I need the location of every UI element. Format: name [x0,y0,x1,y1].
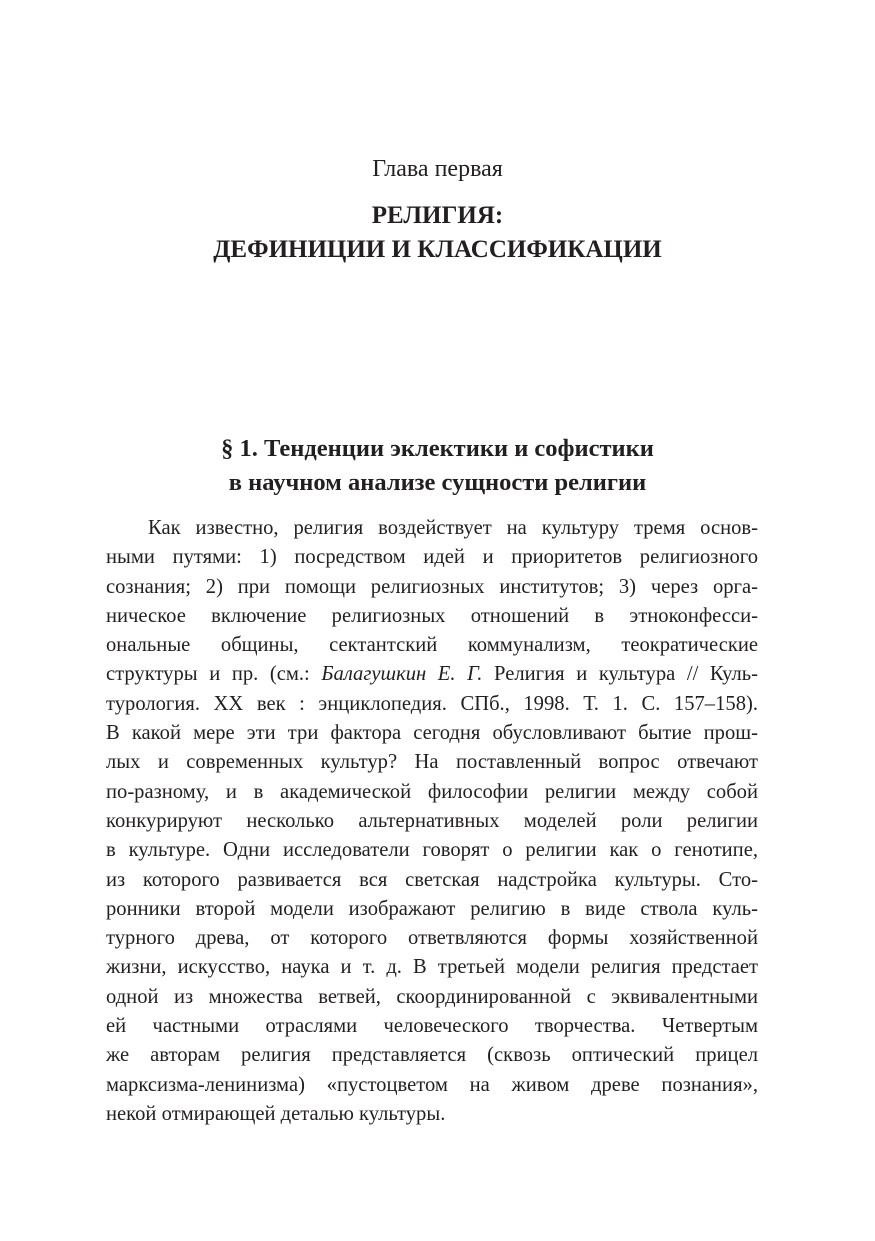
citation-prefix: структуры и пр. (см.: [106,663,322,686]
text-line: конкурируют несколько альтернативных моделей роли религии [106,809,758,832]
text-line: сознания; 2) при помощи религиозных институтов; 3) через орга- [106,575,758,598]
text-line: лых и современных культур? На поставленный вопрос отвечают [106,751,758,774]
chapter-title-line-1: РЕЛИГИЯ: [371,202,504,229]
chapter-title [0,199,875,267]
text-line: жизни, искусство, наука и т. д. В третьей модели религия предстает [106,956,758,979]
text-line: ронники второй модели изображают религию в виде ствола куль- [106,897,758,920]
section-title [0,432,875,500]
text-line: В какой мере эти три фактора сегодня обусловливают бытие прош- [106,722,758,745]
text-line: одной из множества ветвей, скоординированной с эквивалентными [106,985,758,1008]
body-paragraph [106,514,758,1129]
text-line: ей частными отраслями человеческого творчества. Четвертым [106,1015,758,1038]
text-line: из которого развивается вся светская надстройка культуры. Сто- [106,868,758,891]
citation-title: Религия и культура // Куль- [482,663,758,686]
section-title-line-1: § 1. Тенденции эклектики и софистики [221,435,654,462]
text-line: турного древа, от которого ответвляются формы хозяйственной [106,927,758,950]
text-line: же авторам религия представляется (сквозь оптический прицел [106,1044,758,1067]
section-title-line-2: в научном анализе сущности религии [228,469,647,496]
text-line: Как известно, религия воздействует на культуру тремя основ- [148,517,758,539]
text-line: марксизма-ленинизма) «пустоцветом на живом древе познания», [106,1073,758,1096]
text-line: турология. XX век : энциклопедия. СПб., 1998. Т. 1. С. 157–158). [106,692,758,715]
text-line-with-citation [106,660,758,689]
text-line: в культуре. Одни исследователи говорят о религии как о генотипе, [106,839,758,862]
text-line: по-разному, и в академической философии религии между собой [106,780,758,803]
chapter-label: Глава первая [372,156,503,182]
text-line: некой отмирающей деталью культуры. [106,1102,446,1125]
text-line: ональные общины, сектантский коммунализм, теократические [106,634,758,657]
citation-author: Балагушкин Е. Г. [321,663,483,686]
text-line: ническое включение религиозных отношений в этноконфесси- [106,604,758,627]
chapter-title-line-2: ДЕФИНИЦИИ И КЛАССИФИКАЦИИ [213,236,662,263]
text-line: ными путями: 1) посредством идей и приоритетов религиозного [106,546,758,569]
